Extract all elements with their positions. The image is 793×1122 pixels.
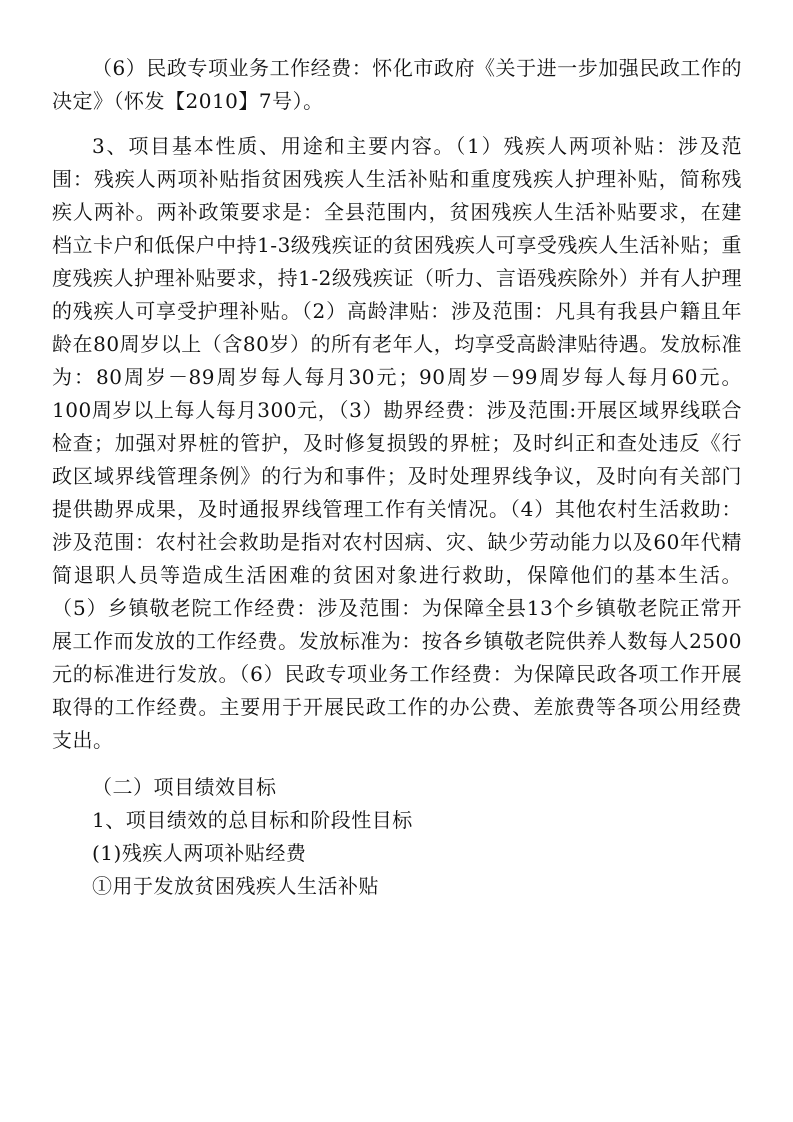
section-heading-performance-goals: （二）项目绩效目标: [92, 775, 277, 799]
paragraph-legal-basis-6: （6）民政专项业务工作经费：怀化市政府《关于进一步加强民政工作的决定》（怀发【2010】7号）。: [52, 56, 742, 113]
list-item-living-subsidy: ①用于发放贫困残疾人生活补贴: [92, 874, 379, 898]
paragraph-project-nature: 3、项目基本性质、用途和主要内容。（1）残疾人两项补贴：涉及范围：残疾人两项补贴指贫困残疾人生活补贴和重度残疾人护理补贴，简称残疾人两补。两补政策要求是：全县范围内，贫困残疾人生活补贴要求，在建档立卡户和低保户中持1-3级残疾证的贫困残疾人可享受残疾人生活补贴；重度残疾人护理补贴要求，持1-2级残疾证（听力、言语残疾除外）并有人护理的残疾人可享受护理补贴。（2）高龄津贴：涉及范围：凡具有我县户籍且年龄在80周岁以上（含80岁）的所有老年人，均享受高龄津贴待遇。发放标准为：80周岁－89周岁每人每月30元；90周岁－99周岁每人每月60元。100周岁以上每人每月300元，（3）勘界经费：涉及范围:开展区域界线联合检查；加强对界桩的管护，及时修复损毁的界桩；及时纠正和查处违反《行政区域界线管理条例》的行为和事件；及时处理界线争议，及时向有关部门提供勘界成果，及时通报界线管理工作有关情况。（4）其他农村生活救助：涉及范围：农村社会救助是指对农村因病、灾、缺少劳动能力以及60年代精简退职人员等造成生活困难的贫困对象进行救助，保障他们的基本生活。（5）乡镇敬老院工作经费：涉及范围：为保障全县13个乡镇敬老院正常开展工作而发放的工作经费。发放标准为：按各乡镇敬老院供养人数每人2500元的标准进行发放。（6）民政专项业务工作经费：为保障民政各项工作开展取得的工作经费。主要用于开展民政工作的办公费、差旅费等各项公用经费支出。: [52, 134, 742, 752]
subheading-disability-subsidy: (1)残疾人两项补贴经费: [92, 841, 307, 865]
document-page: [52, 52, 742, 903]
subheading-overall-goals: 1、项目绩效的总目标和阶段性目标: [92, 808, 413, 832]
